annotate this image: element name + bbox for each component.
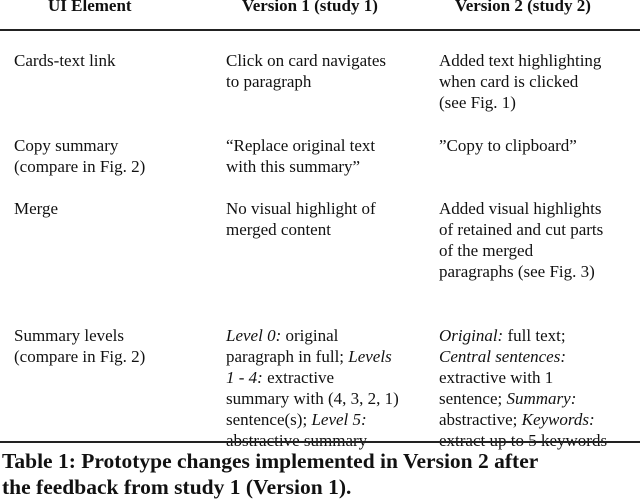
cell-text: extractive — [262, 368, 335, 387]
cell-text: (see Fig. 1) — [439, 93, 516, 112]
cell-text: paragraphs (see Fig. 3) — [439, 262, 595, 281]
cell-text: Level 0: — [226, 326, 282, 345]
cell-line — [226, 50, 386, 71]
cell-line — [226, 409, 399, 430]
cell-line — [226, 346, 399, 367]
bottom-rule — [0, 441, 640, 443]
table-cell-element — [14, 325, 145, 367]
header-ui-element: UI Element — [48, 0, 132, 15]
cell-text: abstractive; — [439, 410, 522, 429]
table-cell-v1 — [226, 50, 386, 92]
cell-text: Merge — [14, 199, 59, 218]
cell-text: Summary levels — [14, 326, 125, 345]
cell-text: (compare in Fig. 2) — [14, 347, 146, 366]
cell-text: summary with (4, 3, 2, 1) — [226, 389, 399, 408]
cell-line — [439, 325, 607, 346]
cell-line — [14, 156, 145, 177]
cell-text: Click on card navigates — [226, 51, 387, 70]
cell-text: when card is clicked — [439, 72, 579, 91]
cell-line — [439, 71, 601, 92]
cell-line — [226, 135, 375, 156]
table-cell-element — [14, 50, 116, 71]
cell-line — [14, 198, 58, 219]
cell-line — [226, 388, 399, 409]
caption-line: the feedback from study 1 (Version 1). — [2, 475, 352, 499]
cell-text: Cards-text link — [14, 51, 116, 70]
cell-text: Level 5: — [311, 410, 367, 429]
header-version-1: Version 1 (study 1) — [242, 0, 378, 15]
cell-text: merged content — [226, 220, 331, 239]
table-caption — [2, 448, 538, 500]
cell-text: “Replace original text — [226, 136, 376, 155]
cell-text: sentence; — [439, 389, 507, 408]
table-cell-v2 — [439, 325, 607, 451]
table-cell-v1 — [226, 135, 375, 177]
cell-text: ”Copy to clipboard” — [439, 136, 577, 155]
cell-line — [226, 367, 399, 388]
cell-text: Keywords: — [521, 410, 595, 429]
cell-line — [226, 325, 399, 346]
cell-text: paragraph in full; — [226, 347, 349, 366]
cell-text: 1 - 4: — [226, 368, 263, 387]
cell-line — [439, 388, 607, 409]
cell-line — [439, 367, 607, 388]
cell-line — [439, 92, 601, 113]
cell-line — [439, 219, 603, 240]
cell-line — [14, 325, 145, 346]
cell-text: of retained and cut parts — [439, 220, 604, 239]
table-cell-element — [14, 135, 145, 177]
cell-text: full text; — [503, 326, 566, 345]
cell-text: to paragraph — [226, 72, 312, 91]
table-cell-v2 — [439, 50, 601, 113]
header-version-2: Version 2 (study 2) — [455, 0, 591, 15]
cell-text: Levels — [348, 347, 392, 366]
cell-text: Added text highlighting — [439, 51, 602, 70]
table-cell-v1 — [226, 198, 376, 240]
cell-text: original — [281, 326, 339, 345]
cell-text: Added visual highlights — [439, 199, 602, 218]
cell-line — [439, 261, 603, 282]
header-rule — [0, 29, 640, 31]
table-cell-v1 — [226, 325, 399, 451]
cell-line — [439, 409, 607, 430]
cell-text: sentence(s); — [226, 410, 312, 429]
cell-text: Central sentences: — [439, 347, 566, 366]
cell-line — [439, 346, 607, 367]
cell-line — [226, 156, 375, 177]
cell-line — [439, 240, 603, 261]
cell-text: extractive with 1 — [439, 368, 554, 387]
cell-line — [14, 135, 145, 156]
cell-line — [226, 198, 376, 219]
cell-text: Original: — [439, 326, 504, 345]
cell-line — [439, 50, 601, 71]
cell-line — [226, 71, 386, 92]
table-cell-v2 — [439, 135, 577, 156]
table-cell-element — [14, 198, 58, 219]
cell-text: with this summary” — [226, 157, 361, 176]
cell-line — [439, 135, 577, 156]
table-cell-v2 — [439, 198, 603, 282]
cell-text: Copy summary — [14, 136, 119, 155]
cell-line — [439, 198, 603, 219]
cell-line — [14, 346, 145, 367]
cell-text: (compare in Fig. 2) — [14, 157, 146, 176]
cell-line — [226, 219, 376, 240]
caption-line: Table 1: Prototype changes implemented in Version 2 after — [2, 449, 539, 473]
cell-text: No visual highlight of — [226, 199, 376, 218]
cell-line — [14, 50, 116, 71]
cell-text: of the merged — [439, 241, 534, 260]
cell-text: Summary: — [506, 389, 577, 408]
